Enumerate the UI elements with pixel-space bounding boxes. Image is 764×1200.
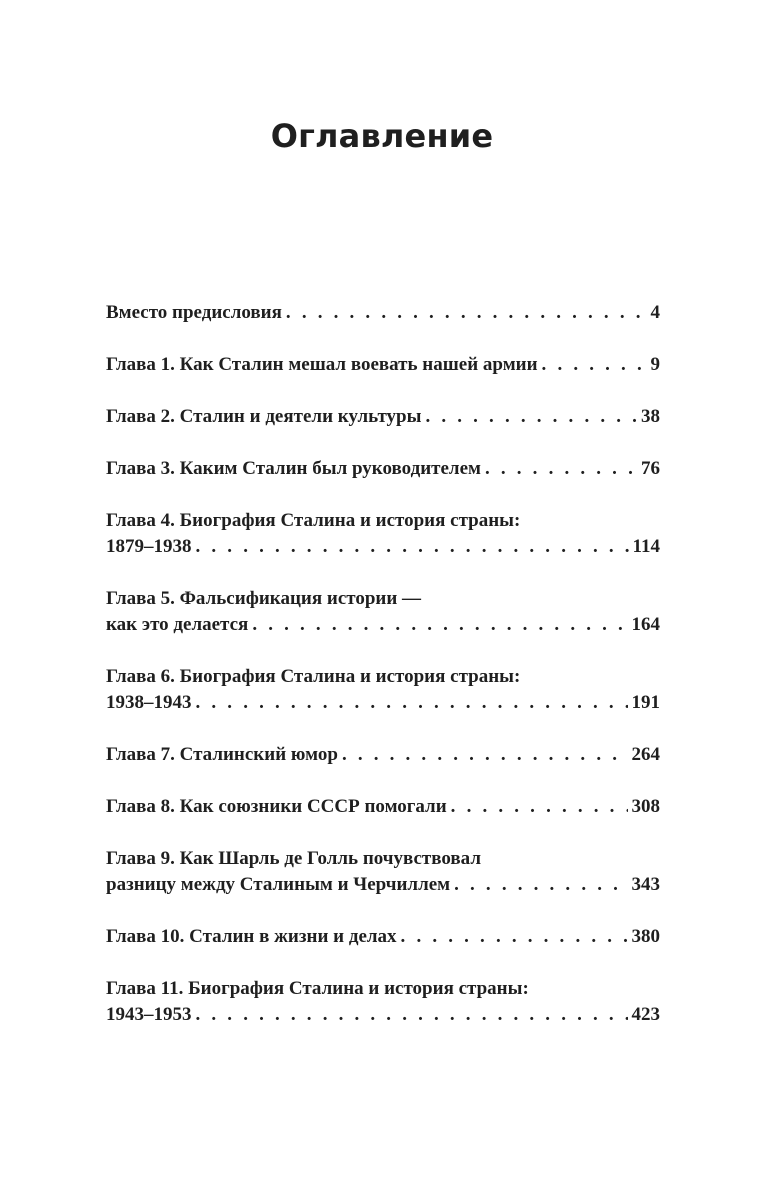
dot-leader bbox=[196, 690, 628, 716]
toc-entry-line bbox=[106, 612, 660, 638]
toc-entry-title-line-2: 1943–1953 bbox=[106, 1004, 192, 1025]
toc-entry-chapter-6[interactable] bbox=[106, 664, 660, 716]
toc-page-number: 164 bbox=[631, 614, 660, 635]
toc-entry-title: Вместо предисловия bbox=[106, 302, 282, 323]
toc-page-number: 264 bbox=[631, 744, 660, 765]
toc-entry-line bbox=[106, 352, 660, 378]
toc-entry-title-line-1: Глава 11. Биография Сталина и история страны: bbox=[106, 978, 529, 999]
toc-page-number: 4 bbox=[650, 302, 660, 323]
toc-entry-chapter-4[interactable] bbox=[106, 508, 660, 560]
dot-leader bbox=[196, 534, 629, 560]
toc-entry-title: Глава 7. Сталинский юмор bbox=[106, 744, 338, 765]
toc-entry-title-line-2: разницу между Сталиным и Черчиллем bbox=[106, 874, 451, 895]
dot-leader bbox=[196, 1002, 628, 1028]
toc-entry-title-line-1: Глава 6. Биография Сталина и история страны: bbox=[106, 666, 521, 687]
toc-entry-line bbox=[106, 456, 660, 482]
toc-entry-line bbox=[106, 300, 660, 326]
toc-entry-line bbox=[106, 1002, 660, 1028]
toc-entry-title-line-2: как это делается bbox=[106, 614, 249, 635]
toc-entry-chapter-1[interactable] bbox=[106, 352, 660, 378]
toc-entry-chapter-5[interactable] bbox=[106, 586, 660, 638]
toc-entry-line bbox=[106, 924, 660, 950]
toc-page-number: 114 bbox=[632, 536, 660, 557]
dot-leader bbox=[342, 742, 628, 768]
dot-leader bbox=[286, 300, 647, 326]
dot-leader bbox=[401, 924, 628, 950]
toc-entry-preface[interactable] bbox=[106, 300, 660, 326]
toc-page-number: 38 bbox=[641, 406, 660, 427]
toc-page-number: 76 bbox=[641, 458, 660, 479]
toc-entry-title: Глава 10. Сталин в жизни и делах bbox=[106, 926, 397, 947]
toc-entry-line bbox=[106, 794, 660, 820]
dot-leader bbox=[454, 872, 627, 898]
page-title: Оглавление bbox=[270, 117, 494, 155]
toc-entry-title-line-1: Глава 9. Как Шарль де Голль почувствовал bbox=[106, 848, 482, 869]
toc-entry-chapter-11[interactable] bbox=[106, 976, 660, 1028]
toc-entry-title: Глава 2. Сталин и деятели культуры bbox=[106, 406, 422, 427]
toc-entry-title: Глава 1. Как Сталин мешал воевать нашей армии bbox=[106, 354, 538, 375]
toc-entry-title: Глава 3. Каким Сталин был руководителем bbox=[106, 458, 481, 479]
toc-entry-chapter-3[interactable] bbox=[106, 456, 660, 482]
toc-entry-line bbox=[106, 404, 660, 430]
toc-page-number: 9 bbox=[650, 354, 660, 375]
toc-entry-title-line-1: Глава 4. Биография Сталина и история страны: bbox=[106, 510, 521, 531]
toc-entry-line bbox=[106, 690, 660, 716]
toc-entry-title-line-2: 1938–1943 bbox=[106, 692, 192, 713]
toc-entry-chapter-2[interactable] bbox=[106, 404, 660, 430]
toc-entry-chapter-8[interactable] bbox=[106, 794, 660, 820]
toc-entry-chapter-9[interactable] bbox=[106, 846, 660, 898]
toc-page-number: 423 bbox=[631, 1004, 660, 1025]
dot-leader bbox=[425, 404, 637, 430]
toc-page-number: 380 bbox=[631, 926, 660, 947]
toc-entry-line bbox=[106, 534, 660, 560]
toc-entry-title-line-2: 1879–1938 bbox=[106, 536, 192, 557]
toc-page-number: 343 bbox=[631, 874, 660, 895]
dot-leader bbox=[451, 794, 628, 820]
toc-entry-line bbox=[106, 872, 660, 898]
dot-leader bbox=[542, 352, 647, 378]
toc-page-number: 191 bbox=[631, 692, 660, 713]
table-of-contents bbox=[106, 300, 660, 1054]
toc-entry-title-line-1: Глава 5. Фальсификация истории — bbox=[106, 588, 422, 609]
toc-entry-chapter-7[interactable] bbox=[106, 742, 660, 768]
toc-entry-line bbox=[106, 742, 660, 768]
toc-entry-chapter-10[interactable] bbox=[106, 924, 660, 950]
dot-leader bbox=[485, 456, 637, 482]
dot-leader bbox=[252, 612, 627, 638]
toc-entry-title: Глава 8. Как союзники СССР помогали bbox=[106, 796, 447, 817]
toc-page-number: 308 bbox=[631, 796, 660, 817]
